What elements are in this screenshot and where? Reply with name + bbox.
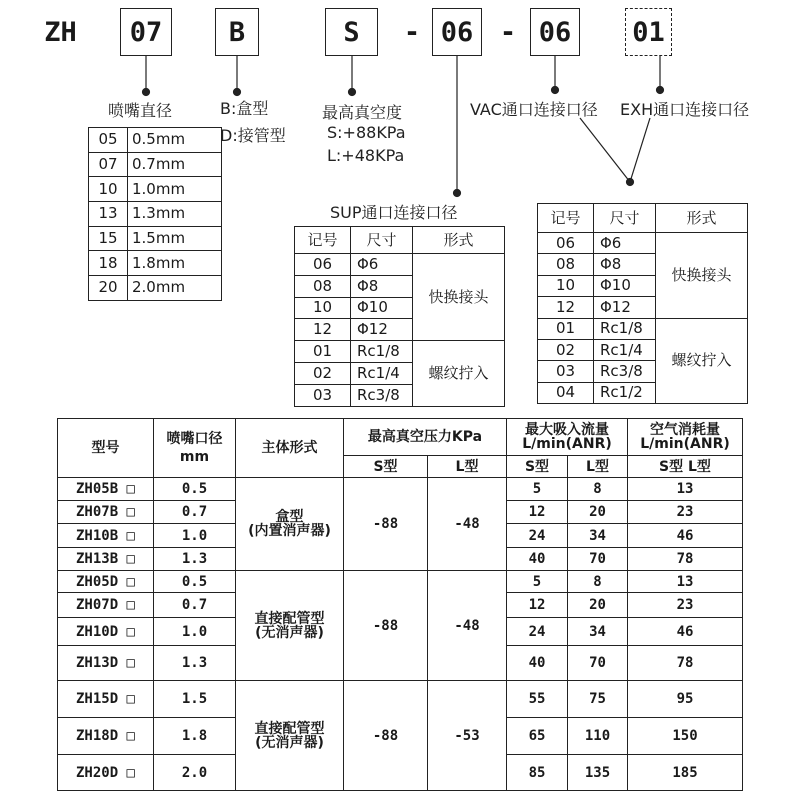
vac-exh-port-table: [537, 203, 748, 404]
model-cell: ZH10B □: [58, 524, 154, 548]
nozzle-diameter-label: 喷嘴直径: [108, 101, 173, 120]
table-cell: Φ12: [594, 297, 656, 318]
column-header: 形式: [656, 204, 748, 233]
body-cell: [236, 478, 344, 571]
table-cell: Φ6: [594, 233, 656, 254]
table-cell: 46: [628, 618, 743, 646]
table-cell: 1.0mm: [128, 177, 222, 202]
table-cell: Φ6: [351, 254, 413, 276]
table-row: [538, 318, 748, 339]
table-cell: 40: [507, 548, 568, 571]
table-row: [89, 276, 222, 301]
table-cell: L型: [428, 456, 507, 478]
table-cell: L型: [568, 456, 628, 478]
suction-header: [507, 419, 628, 456]
model-cell: ZH18D □: [58, 718, 154, 755]
body-cell: [236, 571, 344, 681]
exh-code-box: 01: [625, 8, 672, 56]
nozzle-code-box: 07: [120, 8, 172, 56]
air-header-text: 空气消耗量: [650, 422, 720, 438]
vac-code-box: 06: [530, 8, 580, 56]
table-cell: 1.5mm: [128, 226, 222, 251]
table-cell: 34: [568, 618, 628, 646]
model-cell: ZH13D □: [58, 646, 154, 681]
table-cell: 08: [295, 275, 351, 297]
table-cell: Rc1/4: [351, 362, 413, 384]
table-cell: 70: [568, 548, 628, 571]
table-cell: 05: [89, 128, 128, 153]
nozzle-header-text: 喷嘴口径: [166, 431, 223, 447]
table-cell: 0.7: [154, 501, 236, 524]
column-header: 记号: [295, 227, 351, 254]
table-cell: 13: [89, 202, 128, 227]
table-row: [538, 204, 748, 233]
table-cell: 18: [89, 251, 128, 276]
vacuum-code-box: S: [325, 8, 378, 56]
table-cell: Rc1/4: [594, 339, 656, 360]
table-cell: S型 L型: [628, 456, 743, 478]
table-cell: 85: [507, 755, 568, 791]
table-cell: 01: [538, 318, 594, 339]
table-cell: 185: [628, 755, 743, 791]
model-prefix: ZH: [44, 16, 77, 48]
vacuum-l-cell: -48: [428, 478, 507, 571]
column-header: 形式: [413, 227, 505, 254]
table-cell: 8: [568, 478, 628, 501]
table-cell: 12: [538, 297, 594, 318]
table-row: [89, 152, 222, 177]
table-cell: 8: [568, 571, 628, 593]
table-cell: 34: [568, 524, 628, 548]
table-cell: 78: [628, 548, 743, 571]
table-row: [538, 233, 748, 254]
table-cell: 0.5: [154, 478, 236, 501]
table-cell: Φ10: [351, 297, 413, 319]
dash: -: [499, 16, 517, 48]
table-cell: Φ8: [351, 275, 413, 297]
table-cell: 10: [538, 275, 594, 296]
model-cell: ZH05D □: [58, 571, 154, 593]
body-code-box: B: [215, 8, 259, 56]
table-cell: Φ12: [351, 319, 413, 341]
table-cell: 5: [507, 478, 568, 501]
table-row: [89, 202, 222, 227]
table-cell: 01: [295, 341, 351, 363]
body-type: 盒型: [275, 509, 304, 525]
table-cell: 12: [507, 501, 568, 524]
table-row: [295, 254, 505, 276]
table-cell: Rc1/8: [594, 318, 656, 339]
table-cell: 0.7mm: [128, 152, 222, 177]
type-cell: 快换接头: [413, 254, 505, 341]
table-cell: 15: [89, 226, 128, 251]
table-cell: 1.5: [154, 681, 236, 718]
dash: -: [403, 16, 421, 48]
table-cell: 06: [538, 233, 594, 254]
table-cell: Φ8: [594, 254, 656, 275]
air-header: [628, 419, 743, 456]
model-cell: ZH05B □: [58, 478, 154, 501]
table-row: [89, 128, 222, 153]
vacuum-s-cell: -88: [344, 571, 428, 681]
sup-port-label: SUP通口连接口径: [330, 203, 458, 222]
table-cell: Rc1/8: [351, 341, 413, 363]
table-cell: 1.3: [154, 548, 236, 571]
max-vacuum-label: 最高真空度: [322, 103, 403, 122]
table-cell: 20: [568, 501, 628, 524]
table-cell: 1.0: [154, 524, 236, 548]
table-cell: Rc3/8: [594, 361, 656, 382]
vac-port-label: VAC通口连接口径: [470, 100, 598, 119]
nozzle-unit: mm: [179, 449, 210, 465]
air-unit: L/min(ANR): [640, 436, 730, 452]
table-cell: 46: [628, 524, 743, 548]
table-cell: 95: [628, 681, 743, 718]
model-cell: ZH07B □: [58, 501, 154, 524]
table-cell: S型: [344, 456, 428, 478]
table-row: [89, 177, 222, 202]
table-cell: 1.3mm: [128, 202, 222, 227]
table-cell: 03: [295, 384, 351, 406]
table-cell: 5: [507, 571, 568, 593]
table-cell: 12: [295, 319, 351, 341]
suction-header-text: 最大吸入流量: [525, 422, 609, 438]
spec-table: [57, 418, 743, 791]
table-cell: 12: [507, 593, 568, 618]
type-cell: 快换接头: [656, 233, 748, 319]
table-cell: 02: [538, 339, 594, 360]
vacuum-s-label: S:+88KPa: [327, 123, 406, 142]
table-cell: 40: [507, 646, 568, 681]
model-header-text: 型号: [91, 440, 120, 456]
table-row: [89, 226, 222, 251]
table-cell: 03: [538, 361, 594, 382]
table-cell: 0.5: [154, 571, 236, 593]
model-cell: ZH15D □: [58, 681, 154, 718]
column-header: 尺寸: [351, 227, 413, 254]
suction-unit: L/min(ANR): [522, 436, 612, 452]
table-cell: 1.0: [154, 618, 236, 646]
table-row: [89, 251, 222, 276]
body-note: (无消声器): [255, 624, 324, 641]
table-cell: Rc3/8: [351, 384, 413, 406]
vacuum-s-cell: -88: [344, 681, 428, 791]
table-cell: 78: [628, 646, 743, 681]
nozzle-header: [154, 419, 236, 478]
table-cell: 1.3: [154, 646, 236, 681]
model-cell: ZH13B □: [58, 548, 154, 571]
table-cell: 1.8mm: [128, 251, 222, 276]
nozzle-table: [88, 127, 222, 301]
body-note: (无消声器): [255, 734, 324, 751]
exh-port-label: EXH通口连接口径: [620, 100, 750, 119]
table-cell: 23: [628, 501, 743, 524]
table-cell: 06: [295, 254, 351, 276]
table-row: [58, 478, 743, 501]
table-cell: 55: [507, 681, 568, 718]
table-row: [295, 227, 505, 254]
table-cell: 1.8: [154, 718, 236, 755]
table-cell: 13: [628, 478, 743, 501]
table-cell: 10: [89, 177, 128, 202]
body-cell: [236, 681, 344, 791]
body-d-label: D:接管型: [220, 126, 286, 145]
table-row: [58, 681, 743, 718]
table-cell: 20: [89, 276, 128, 301]
type-cell: 螺纹拧入: [656, 318, 748, 404]
column-header: 尺寸: [594, 204, 656, 233]
table-cell: 13: [628, 571, 743, 593]
table-cell: 110: [568, 718, 628, 755]
table-cell: 2.0: [154, 755, 236, 791]
table-cell: Φ10: [594, 275, 656, 296]
model-header: [58, 419, 154, 478]
table-cell: 08: [538, 254, 594, 275]
body-b-label: B:盒型: [220, 99, 269, 118]
vacuum-l-label: L:+48KPa: [327, 146, 405, 165]
table-cell: 135: [568, 755, 628, 791]
type-cell: 螺纹拧入: [413, 341, 505, 406]
model-cell: ZH20D □: [58, 755, 154, 791]
table-cell: 0.5mm: [128, 128, 222, 153]
column-header: 记号: [538, 204, 594, 233]
body-type: 直接配管型: [254, 610, 325, 627]
table-cell: S型: [507, 456, 568, 478]
sup-code-box: 06: [432, 8, 482, 56]
vacuum-l-cell: -48: [428, 571, 507, 681]
table-cell: 0.7: [154, 593, 236, 618]
table-cell: Rc1/2: [594, 382, 656, 403]
vacuum-l-cell: -53: [428, 681, 507, 791]
table-cell: 65: [507, 718, 568, 755]
table-cell: 23: [628, 593, 743, 618]
table-row: [58, 419, 743, 456]
vacuum-s-cell: -88: [344, 478, 428, 571]
vacuum-header: 最高真空压力KPa: [344, 419, 507, 456]
table-cell: 20: [568, 593, 628, 618]
body-header: 主体形式: [236, 419, 344, 478]
table-row: [295, 341, 505, 363]
body-note: (内置消声器): [248, 523, 331, 539]
table-cell: 04: [538, 382, 594, 403]
table-cell: 07: [89, 152, 128, 177]
table-cell: 70: [568, 646, 628, 681]
table-cell: 24: [507, 524, 568, 548]
table-cell: 02: [295, 362, 351, 384]
table-cell: 10: [295, 297, 351, 319]
table-cell: 24: [507, 618, 568, 646]
table-cell: 75: [568, 681, 628, 718]
table-cell: 150: [628, 718, 743, 755]
table-cell: 2.0mm: [128, 276, 222, 301]
model-cell: ZH07D □: [58, 593, 154, 618]
model-cell: ZH10D □: [58, 618, 154, 646]
sup-port-table: [294, 226, 505, 407]
table-row: [58, 571, 743, 593]
body-type: 直接配管型: [254, 720, 325, 737]
